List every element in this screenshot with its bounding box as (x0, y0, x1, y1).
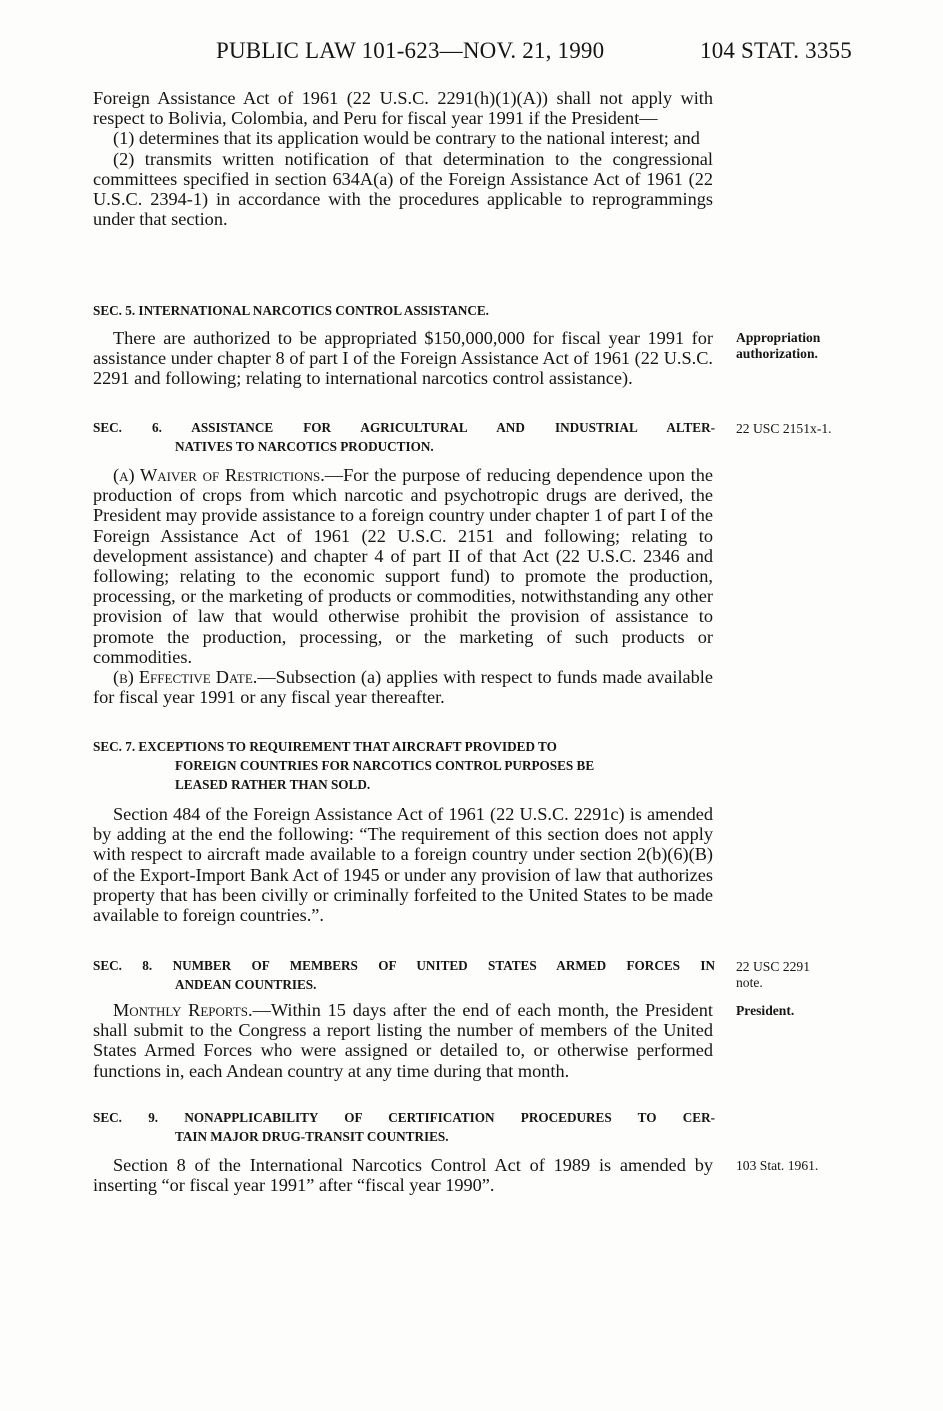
sec6-margin-note: 22 USC 2151x-1. (736, 421, 832, 436)
sec8-body-block (93, 1000, 713, 1081)
sec5-heading (93, 301, 715, 320)
sec9-body-block (93, 1155, 713, 1195)
running-head-stat: 104 STAT. 3355 (700, 38, 852, 63)
sec9-heading (93, 1108, 715, 1146)
intro-block (93, 88, 713, 229)
sec7-heading-line1: SEC. 7. EXCEPTIONS TO REQUIREMENT THAT AIRCRAFT PROVIDED TO (93, 739, 557, 754)
sec8-heading (93, 956, 715, 994)
sec6-body-block (93, 465, 713, 707)
running-head-title: PUBLIC LAW 101-623—NOV. 21, 1990 (216, 38, 605, 63)
intro-paragraph: Foreign Assistance Act of 1961 (22 U.S.C. 2291(h)(1)(A)) shall not apply with respect to Bolivia, Colombia, and Peru for fiscal year 1991 if the President— (93, 88, 713, 129)
sec5-body-block (93, 328, 713, 389)
intro-item-2: (2) transmits written notification of that determination to the congressional committees specified in section 634A(a) of the Foreign Assistance Act of 1961 (22 U.S.C. 2394-1) in accordance with the procedures applicable to reprogrammings under that section. (93, 148, 713, 230)
sec6-subsection-b (93, 667, 713, 707)
sec5-heading-text: SEC. 5. INTERNATIONAL NARCOTICS CONTROL ASSISTANCE. (93, 303, 489, 318)
sec5-margin-note: Appropriation authorization. (736, 330, 821, 361)
sec9-margin-note: 103 Stat. 1961. (736, 1158, 819, 1173)
sec8-label: Monthly Reports. (113, 1000, 253, 1020)
sec8-heading-line1: SEC. 8. NUMBER OF MEMBERS OF UNITED STATES ARMED FORCES IN (93, 958, 715, 973)
sec8-margin-note-2: President. (736, 1003, 795, 1018)
sec9-heading-line2: TAIN MAJOR DRUG-TRANSIT COUNTRIES. (175, 1129, 449, 1144)
sec6-a-label: (a) Waiver of Restrictions. (113, 465, 325, 485)
sec6-b-label: (b) Effective Date. (113, 667, 258, 688)
sec6-b-text: —Subsection (a) applies with respect to funds made available for fiscal year 1991 or any fiscal year thereafter. (93, 667, 713, 708)
sec7-body-block (93, 804, 713, 925)
sec6-a-text: —For the purpose of reducing dependence upon the production of crops from which narcotic and psychotropic drugs are derived, the President may provide assistance to a foreign country under chapter 1 of part I of the Foreign Assistance Act of 1961 (22 U.S.C. 2151 and following; relating to development assistance) and chapter 4 of part II of that Act (22 U.S.C. 2346 and following; relating to the economic support fund) to promote the production, processing, or the marketing of products or commodities, notwithstanding any other provision of law that would otherwise prohibit the provision of assistance to promote the production, processing, or the marketing of such products or commodities. (93, 465, 713, 667)
sec8-text: —Within 15 days after the end of each month, the President shall submit to the Congress a report listing the number of members of the United States Armed Forces who were assigned or detailed to, or otherwise performed functions in, each Andean country at any time during that month. (93, 1000, 714, 1081)
sec6-heading-line2: NATIVES TO NARCOTICS PRODUCTION. (175, 439, 434, 454)
sec7-heading-line2: FOREIGN COUNTRIES FOR NARCOTICS CONTROL PURPOSES BE (175, 758, 595, 773)
sec8-heading-line2: ANDEAN COUNTRIES. (175, 977, 317, 992)
sec5-body: There are authorized to be appropriated $150,000,000 for fiscal year 1991 for assistance under chapter 8 of part I of the Foreign Assistance Act of 1961 (22 U.S.C. 2291 and following; relating to international narcotics control assistance). (93, 328, 713, 389)
sec8-body (93, 1000, 713, 1081)
sec9-body: Section 8 of the International Narcotics Control Act of 1989 is amended by inserting “or fiscal year 1991” after “fiscal year 1990”. (93, 1155, 713, 1196)
intro-item-1: (1) determines that its application would be contrary to the national interest; and (113, 128, 700, 149)
sec6-heading (93, 418, 715, 456)
sec6-subsection-a (93, 465, 713, 667)
sec7-heading-line3: LEASED RATHER THAN SOLD. (175, 777, 371, 792)
sec7-body: Section 484 of the Foreign Assistance Act of 1961 (22 U.S.C. 2291c) is amended by adding at the end the following: “The requirement of this section does not apply with respect to aircraft made available to a foreign country under section 2(b)(6)(B) of the Export-Import Bank Act of 1945 or under any provision of law that authorizes property that has been civilly or criminally forfeited to the United States to be made available to foreign countries.”. (93, 804, 713, 926)
sec8-margin-note-1: 22 USC 2291 note. (736, 959, 811, 990)
sec9-heading-line1: SEC. 9. NONAPPLICABILITY OF CERTIFICATION PROCEDURES TO CER- (93, 1110, 715, 1125)
sec7-heading (93, 737, 715, 794)
sec6-heading-line1: SEC. 6. ASSISTANCE FOR AGRICULTURAL AND INDUSTRIAL ALTER- (93, 420, 715, 435)
